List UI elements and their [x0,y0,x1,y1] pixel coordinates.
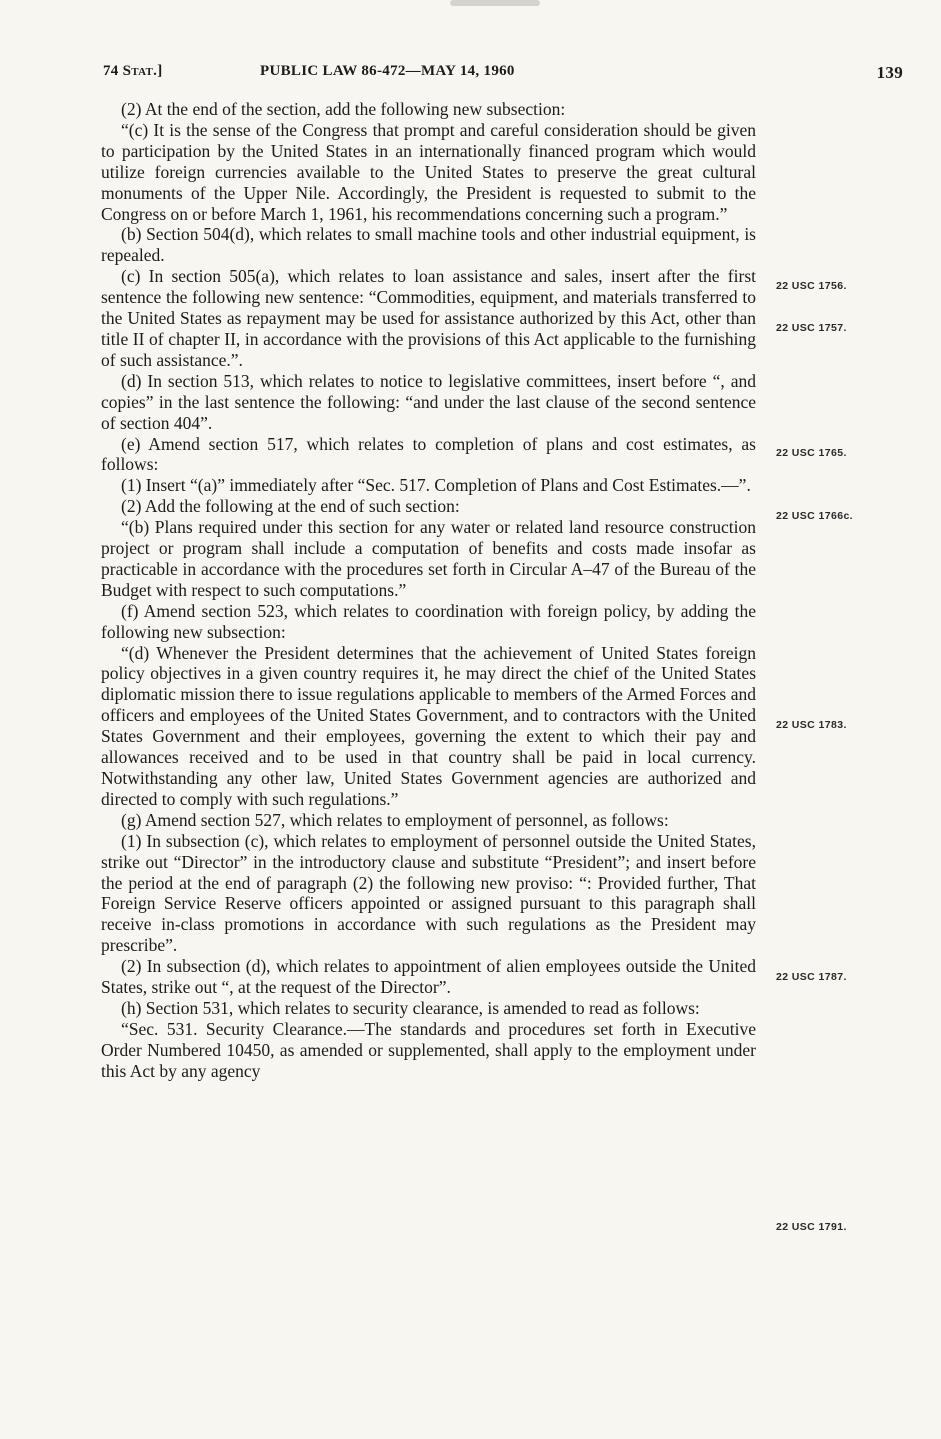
paragraph: (1) Insert “(a)” immediately after “Sec. 517. Completion of Plans and Cost Estimates.—”. [121,475,751,496]
margin-citation: 22 USC 1765. [776,447,847,459]
statute-volume: 74 Stat.] [103,63,163,79]
paragraph: (f) Amend section 523, which relates to coordination with foreign policy, by adding the following new subsection: [101,600,756,642]
paragraph: “(c) It is the sense of the Congress that prompt and careful consideration should be given to participation by the United States in an internationally financed program which would utilize foreign currencies available to the United States to preserve the great cultural monuments of the Upper Nile. Accordingly, the President is requested to submit to the Congress on or before March 1, 1961, his recommendations concerning such a program.” [101,119,756,224]
paragraph: (2) Add the following at the end of such section: [121,496,460,517]
paragraph: (2) At the end of the section, add the following new subsection: [121,99,566,119]
running-title: PUBLIC LAW 86-472—MAY 14, 1960 [260,63,515,79]
margin-citation: 22 USC 1787. [776,971,847,983]
paragraph: (h) Section 531, which relates to security clearance, is amended to read as follows: [121,997,700,1018]
paragraph: (c) In section 505(a), which relates to loan assistance and sales, insert after the first sentence the following new sentence: “Commodities, equipment, and materials transferred to the United States as repayment may be used for assistance authorized by this Act, other than title II of chapter II, in accordance with the provisions of this Act applicable to the furnishing of such assistance.”. [101,266,756,370]
margin-citation: 22 USC 1766c. [776,510,853,522]
margin-citation: 22 USC 1783. [776,719,847,731]
margin-citation: 22 USC 1756. [776,280,847,292]
page-number: 139 [876,63,903,82]
paragraph: (b) Section 504(d), which relates to small machine tools and other industrial equipment, is repealed. [101,224,756,266]
paragraph: (e) Amend section 517, which relates to completion of plans and cost estimates, as follows: [101,433,756,475]
page-header [103,63,903,85]
paragraph: (d) In section 513, which relates to notice to legislative committees, insert before “, and copies” in the last sentence the following: “and under the last clause of the second sentence of section 404”. [101,370,756,433]
margin-citation: 22 USC 1757. [776,322,847,334]
paragraph: (g) Amend section 527, which relates to employment of personnel, as follows: [121,809,669,830]
paragraph: “Sec. 531. Security Clearance.—The standards and procedures set forth in Executive Order Numbered 10450, as amended or supplemented, shall apply to the employment under this Act by any agency [101,1018,756,1081]
paragraph: “(b) Plans required under this section for any water or related land resource construction project or program shall include a computation of benefits and costs made insofar as practicable in accordance with the procedures set forth in Circular A–47 of the Bureau of the Budget with respect to such computations.” [101,517,756,600]
paragraph: “(d) Whenever the President determines that the achievement of United States foreign policy objectives in a given country requires it, he may direct the chief of the United States diplomatic mission there to issue regulations applicable to members of the Armed Forces and officers and employees of the United States Government, and to contractors with the United States Government and their employees, governing the extent to which their pay and allowances received and to be used in that country shall be paid in local currency. Notwithstanding any other law, United States Government agencies are authorized and directed to comply with such regulations.” [101,642,756,809]
law-text [101,99,756,1082]
paragraph: (1) In subsection (c), which relates to employment of personnel outside the United States, strike out “Director” in the introductory clause and substitute “President”; and insert before the period at the end of paragraph (2) the following new proviso: “: Provided further, That Foreign Service Reserve officers appointed or assigned pursuant to this paragraph shall receive in-class promotions in accordance with such regulations as the President may prescribe”. [101,830,756,956]
paragraph: (2) In subsection (d), which relates to appointment of alien employees outside the United States, strike out “, at the request of the Director”. [101,956,756,998]
scan-mark [450,0,540,6]
margin-citation: 22 USC 1791. [776,1221,847,1233]
